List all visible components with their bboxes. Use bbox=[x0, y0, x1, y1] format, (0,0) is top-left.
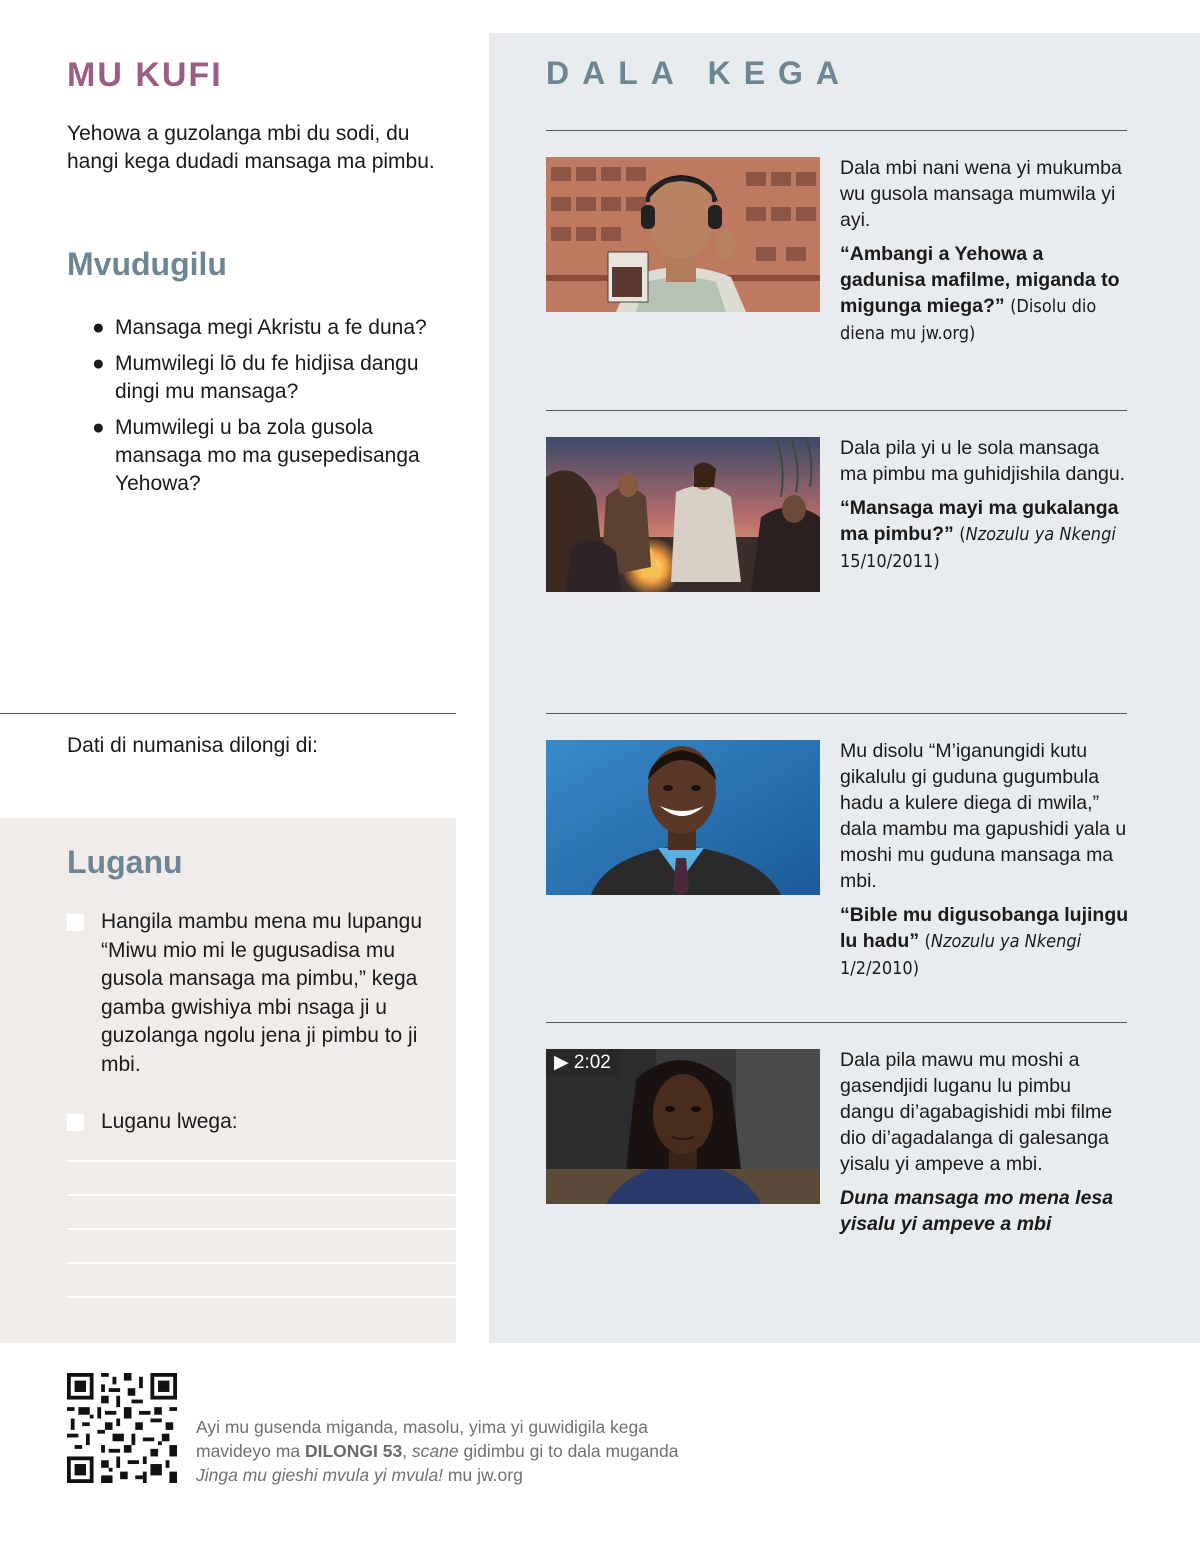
divider bbox=[0, 713, 456, 714]
goal-heading: Luganu bbox=[67, 844, 183, 880]
goal-task-1 bbox=[67, 908, 437, 1079]
writing-line[interactable] bbox=[67, 1194, 456, 1196]
section-title-dala-kega: DALA KEGA bbox=[546, 55, 853, 91]
video-link[interactable]: Duna mansaga mo mena lesa yisalu yi ampeve a mbi bbox=[840, 1187, 1114, 1235]
campfire-image bbox=[546, 437, 820, 592]
checkbox[interactable] bbox=[67, 1114, 84, 1131]
lesson-summary: Yehowa a guzolanga mbi du sodi, du hangi kega dudadi mansaga ma pimbu. bbox=[67, 122, 435, 173]
review-questions bbox=[92, 314, 452, 506]
item-description: Dala mbi nani wena yi mukumba wu gusola mansaga mumwila yi ayi. bbox=[840, 157, 1122, 231]
writing-line[interactable] bbox=[67, 1296, 456, 1298]
divider bbox=[546, 410, 1127, 411]
explore-item-text bbox=[840, 738, 1130, 982]
explore-item-article-1 bbox=[546, 157, 1127, 397]
thumbnail-campfire[interactable] bbox=[546, 437, 820, 592]
thumbnail-smiling-man[interactable] bbox=[546, 740, 820, 895]
divider bbox=[546, 1022, 1127, 1023]
boy-headphones-image bbox=[546, 157, 820, 312]
list-item: ● Mumwilegi lō du fe hidjisa dangu dingi mu mansaga? bbox=[92, 352, 419, 403]
video-duration-badge: ▶ 2:02 bbox=[546, 1049, 619, 1077]
writing-line[interactable] bbox=[67, 1228, 456, 1230]
item-description: Mu disolu “M’iganungidi kutu gikalulu gi guduna gugumbula hadu a kulere diega di mwila,” dala mambu ma gapushidi yala u moshi mu guduna mansaga ma mbi. bbox=[840, 740, 1127, 892]
list-item: ● Mansaga megi Akristu a fe duna? bbox=[92, 314, 452, 342]
divider bbox=[546, 713, 1127, 714]
article-reference: (Disolu dio diena mu jw.org) bbox=[840, 296, 1097, 344]
goal-task-2 bbox=[67, 1108, 437, 1137]
section-title-mu-kufi: MU KUFI bbox=[67, 56, 223, 94]
explore-item-text bbox=[840, 155, 1130, 347]
review-heading: Mvudugilu bbox=[67, 246, 227, 282]
article-link[interactable]: “Bible mu digusobanga lujingu lu hadu” (Nzozulu ya Nkengi 1/2/2010) bbox=[840, 904, 1129, 979]
explore-panel bbox=[489, 33, 1200, 1343]
explore-item-text bbox=[840, 435, 1130, 575]
divider bbox=[546, 130, 1127, 131]
item-description: Dala pila mawu mu moshi a gasendjidi luganu lu pimbu dangu di’agabagishidi mbi filme dio di’agadalanga di galesanga yisalu yi ampeve a mbi. bbox=[840, 1049, 1113, 1175]
article-reference: (Nzozulu ya Nkengi 15/10/2011) bbox=[840, 524, 1116, 572]
thumbnail-video-woman[interactable] bbox=[546, 1049, 820, 1204]
date-completed-label: Dati di numanisa dilongi di: bbox=[67, 734, 318, 757]
item-description: Dala pila yi u le sola mansaga ma pimbu ma guhidjishila dangu. bbox=[840, 437, 1126, 485]
bullet-icon: ● bbox=[92, 316, 105, 339]
explore-item-text bbox=[840, 1047, 1130, 1237]
checkbox[interactable] bbox=[67, 914, 84, 931]
thumbnail-boy-headphones[interactable] bbox=[546, 157, 820, 312]
explore-item-article-3 bbox=[546, 740, 1127, 1010]
qr-code-icon[interactable] bbox=[67, 1373, 177, 1483]
left-column bbox=[0, 0, 456, 1343]
list-item: ● Mumwilegi u ba zola gusola mansaga mo ma gusepedisanga Yehowa? bbox=[92, 416, 420, 495]
writing-line[interactable] bbox=[67, 1160, 456, 1162]
bullet-icon: ● bbox=[92, 352, 105, 375]
smiling-man-image bbox=[546, 740, 820, 895]
article-reference: (Nzozulu ya Nkengi 1/2/2010) bbox=[840, 931, 1082, 979]
explore-item-article-2 bbox=[546, 437, 1127, 697]
goal-task-text: Hangila mambu mena mu lupangu “Miwu mio mi le gugusadisa mu gusola mansaga ma pimbu,” kega gamba gwishiya mbi nsaga ji u guzolanga ngolu jena ji pimbu to ji mbi. bbox=[101, 910, 423, 1076]
article-link[interactable]: “Ambangi a Yehowa a gadunisa mafilme, miganda to migunga miega?” (Disolu dio diena mu jw.org) bbox=[840, 243, 1120, 344]
writing-line[interactable] bbox=[67, 1262, 456, 1264]
explore-item-video bbox=[546, 1049, 1127, 1289]
goal-task-text: Luganu lwega: bbox=[101, 1110, 238, 1133]
article-link[interactable]: “Mansaga mayi ma gukalanga ma pimbu?” (Nzozulu ya Nkengi 15/10/2011) bbox=[840, 497, 1119, 572]
goal-box bbox=[0, 818, 456, 1343]
bullet-icon: ● bbox=[92, 416, 105, 439]
footer-note: Ayi mu gusenda miganda, masolu, yima yi guwidigila kega mavideyo ma DILONGI 53, scane gidimbu gi to dala muganda Jinga mu gieshi mvula yi mvula! mu jw.org bbox=[196, 1417, 679, 1485]
